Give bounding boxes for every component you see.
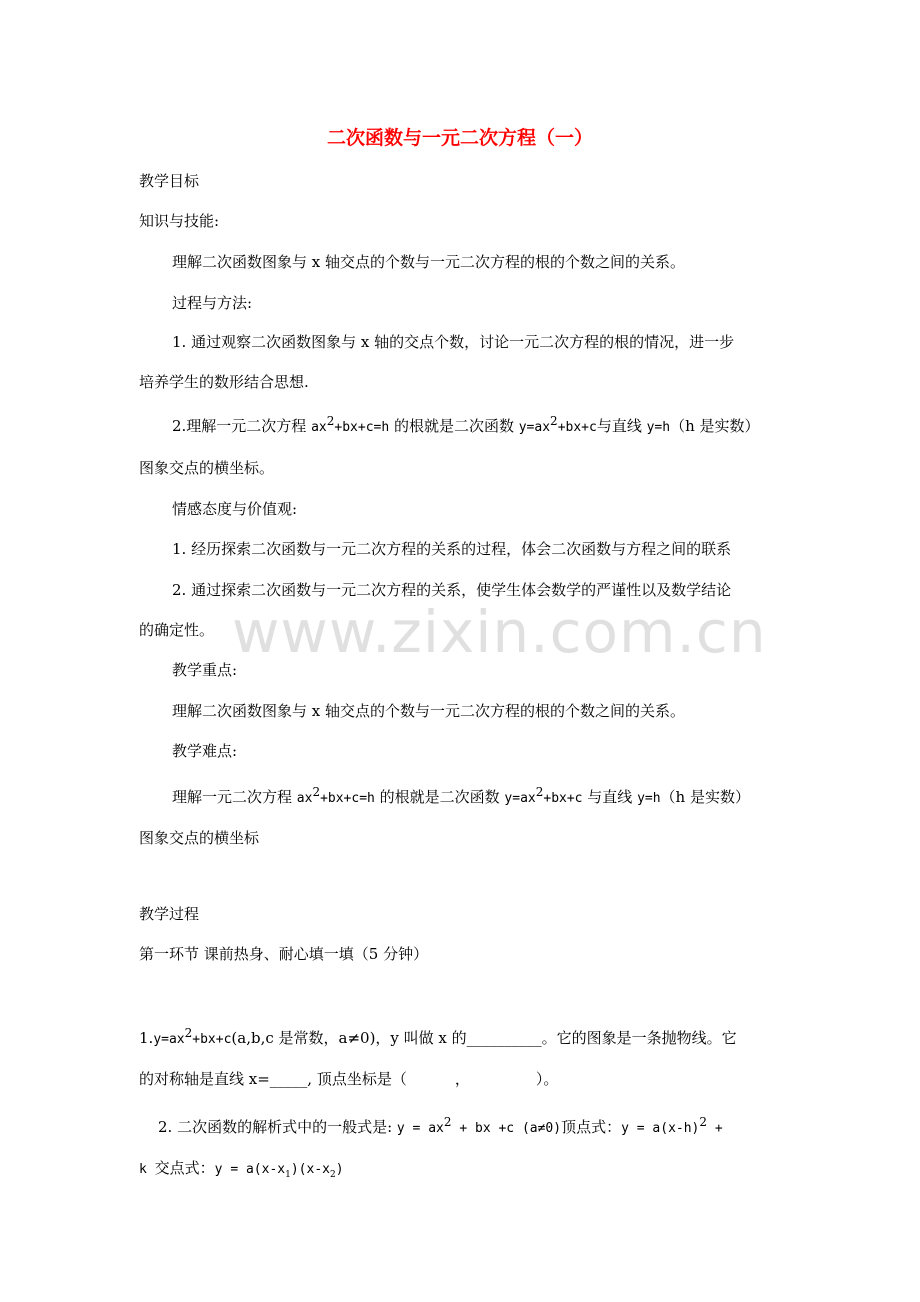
q1-number: 1. [139, 1029, 154, 1047]
q1-blank: __________ [466, 1029, 542, 1047]
q1-function-yax: y=ax [153, 1032, 185, 1047]
document-title: 二次函数与一元二次方程（一） [326, 127, 593, 149]
emotion-heading: 情感态度与价值观: [172, 500, 298, 518]
q2-intercept-mid: )(x-x [290, 1162, 330, 1177]
process-item-2-line-1 [172, 416, 760, 438]
q1-axis-label: 的对称轴是直线 x= [139, 1070, 270, 1088]
q2-vertex-exponent: 2 [699, 1115, 708, 1129]
process-item-1-line-2: 培养学生的数形结合思想. [139, 373, 309, 391]
question-2-line-1 [158, 1117, 723, 1139]
function-exponent: 2 [550, 414, 558, 428]
key-points-heading: 教学重点: [172, 661, 238, 679]
difficulties-line-2: 图象交点的横坐标 [139, 829, 260, 847]
line-yh: y=h [646, 420, 671, 435]
q2-intercept-formula: y = a(x-x [214, 1162, 286, 1177]
difficulties-heading: 教学难点: [172, 742, 238, 760]
diff-equation-rest: +bx+c=h [320, 791, 375, 806]
q1-post: 。它的图象是一条抛物线。它 [541, 1029, 737, 1047]
process-item-2-line-2: 图象交点的横坐标。 [139, 459, 275, 477]
difficulties-prefix: 理解一元二次方程 [172, 788, 297, 806]
difficulties-mid1: 的根就是二次函数 [374, 788, 505, 806]
key-points-text: 理解二次函数图象与 x 轴交点的个数与一元二次方程的根的个数之间的关系。 [172, 702, 685, 720]
question-2-line-2 [139, 1158, 344, 1180]
q2-subscript-2: 2 [330, 1170, 336, 1180]
diff-line-yh: y=h [637, 791, 661, 806]
diff-function-rest: +bx+c [543, 791, 583, 806]
q2-intercept-label: 交点式： [154, 1159, 215, 1177]
process-2-mid2: 与直线 [596, 417, 647, 435]
process-2-mid1: 的根就是二次函数 [389, 417, 519, 435]
process-item-1-line-1: 1. 通过观察二次函数图象与 x 轴的交点个数，讨论一元二次方程的根的情况，进一步 [172, 333, 735, 351]
diff-equation-ax: ax [296, 791, 313, 806]
function-yax: y=ax [518, 420, 551, 435]
difficulties-suffix: （h 是实数） [660, 788, 750, 806]
q2-prefix: 2. 二次函数的解析式中的一般式是: [158, 1118, 397, 1136]
function-rest: +bx+c [557, 420, 597, 435]
emotion-item-2-line-2: 的确定性。 [139, 621, 215, 639]
q1-vertex-close: ）。 [535, 1070, 559, 1088]
q2-general-exponent: 2 [443, 1115, 452, 1129]
q1-axis-blank: _____ [269, 1070, 308, 1088]
process-2-prefix: 2.理解一元二次方程 [172, 417, 312, 435]
teaching-process-heading: 教学过程 [139, 905, 200, 923]
q2-general-rest: + bx +c (a≠0) [451, 1121, 562, 1136]
q1-mid: (a,b,c 是常数，a≠0)，y 叫做 x 的 [231, 1029, 467, 1047]
process-method-heading: 过程与方法: [172, 294, 253, 312]
knowledge-heading: 知识与技能: [139, 212, 220, 230]
equation-ax: ax [311, 420, 327, 435]
q2-vertex-formula: y = a(x-h) [621, 1121, 700, 1136]
diff-equation-exponent: 2 [312, 785, 321, 799]
q1-vertex-comma: ， [454, 1070, 470, 1088]
process-2-suffix: （h 是实数） [670, 417, 760, 435]
difficulties-mid2: 与直线 [582, 788, 638, 806]
q2-intercept-end: ) [335, 1162, 344, 1177]
watermark: www.zixin.com.cn [232, 598, 767, 666]
question-1-line-2 [139, 1069, 558, 1089]
equation-exponent: 2 [326, 414, 335, 428]
q1-function-rest: +bx+c [192, 1032, 232, 1047]
q2-general-y: y = ax [396, 1121, 444, 1136]
q2-vertex-plus: + [707, 1121, 723, 1136]
equation-rest: +bx+c=h [334, 420, 390, 435]
q2-subscript-1: 1 [285, 1170, 291, 1180]
emotion-item-2-line-1: 2. 通过探索二次函数与一元二次方程的关系，使学生体会数学的严谨性以及数学结论 [172, 581, 732, 599]
section-1-heading: 第一环节 课前热身、耐心填一填（5 分钟） [139, 945, 429, 963]
q1-vertex-label: , 顶点坐标是（ [307, 1070, 407, 1088]
emotion-item-1: 1. 经历探索二次函数与一元二次方程的关系的过程，体会二次函数与方程之间的联系 [172, 540, 732, 558]
objectives-heading: 教学目标 [139, 172, 200, 190]
q1-exponent: 2 [184, 1026, 193, 1040]
difficulties-line-1 [172, 787, 750, 809]
q2-k: k [139, 1162, 155, 1177]
diff-function-exponent: 2 [535, 785, 544, 799]
knowledge-text: 理解二次函数图象与 x 轴交点的个数与一元二次方程的根的个数之间的关系。 [172, 253, 685, 271]
diff-function-yax: y=ax [504, 791, 536, 806]
question-1-line-1 [139, 1028, 737, 1050]
q2-vertex-label: 顶点式： [561, 1118, 622, 1136]
